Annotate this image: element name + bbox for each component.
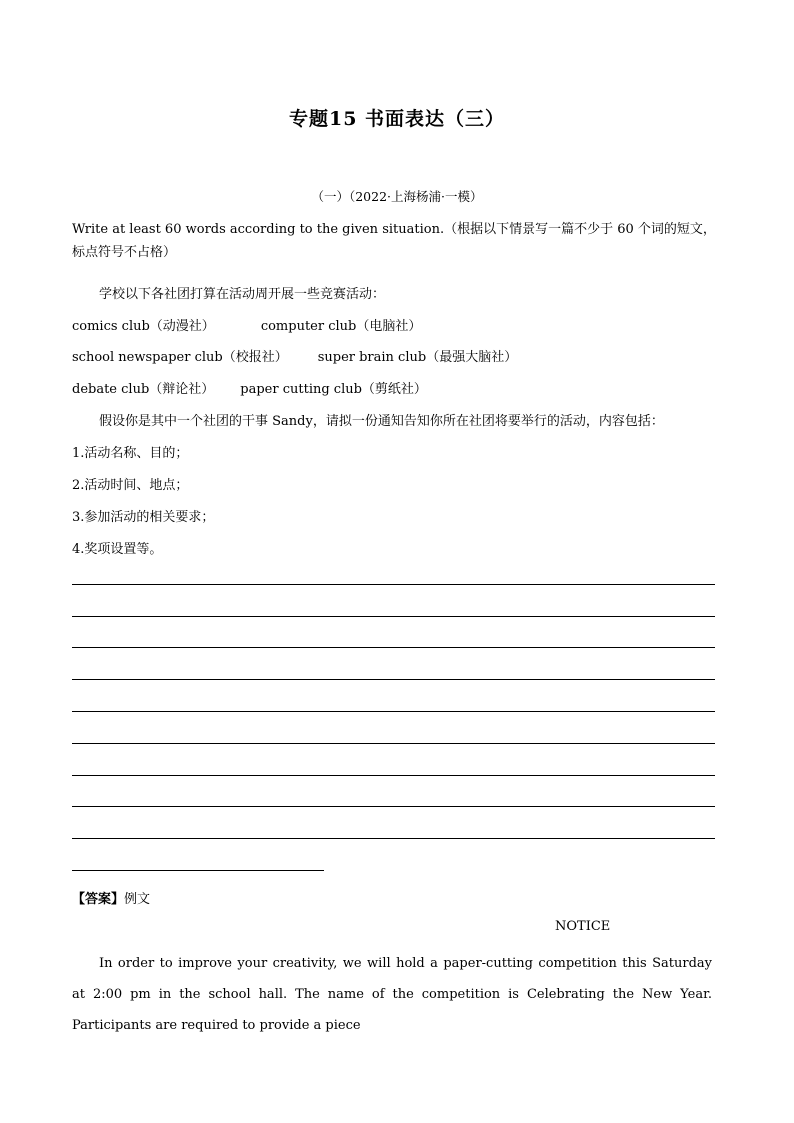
club-row-3 xyxy=(72,378,427,397)
answer-suffix: 例文 xyxy=(124,892,151,907)
club-item: comics club（动漫社） xyxy=(72,319,215,334)
separator-line xyxy=(72,870,324,871)
requirement-item: 3.参加活动的相关要求； xyxy=(72,510,215,525)
requirement-item: 4.奖项设置等。 xyxy=(72,542,163,557)
notice-title: NOTICE xyxy=(555,919,611,934)
writing-line xyxy=(72,711,715,712)
answer-label: 【答案】 xyxy=(72,892,125,907)
club-row-1 xyxy=(72,315,421,334)
writing-line xyxy=(72,743,715,744)
writing-line xyxy=(72,584,715,585)
writing-line xyxy=(72,679,715,680)
club-item: school newspaper club（校报社） xyxy=(72,350,288,365)
writing-line xyxy=(72,647,715,648)
requirement-item: 1.活动名称、目的； xyxy=(72,446,189,461)
task-text: 假设你是其中一个社团的干事 Sandy，请拟一份通知告知你所在社团将要举行的活动，内容包括： xyxy=(99,414,664,429)
answer-heading xyxy=(72,888,150,907)
writing-line xyxy=(72,838,715,839)
club-item: debate club（辩论社） xyxy=(72,382,215,397)
club-row-2 xyxy=(72,346,517,365)
question-source: （一）（2022·上海杨浦·一模） xyxy=(311,189,483,204)
requirement-item: 2.活动时间、地点； xyxy=(72,478,189,493)
context-text: 学校以下各社团打算在活动周开展一些竞赛活动： xyxy=(99,287,386,302)
writing-line xyxy=(72,616,715,617)
club-item: paper cutting club（剪纸社） xyxy=(240,382,427,397)
writing-line xyxy=(72,775,715,776)
club-item: computer club（电脑社） xyxy=(260,319,422,334)
answer-paragraph: In order to improve your creativity, we will hold a paper-cutting competition this Saturday at 2:00 pm in the school hall. The name of the competition is Celebrating the New Year. Participants are required to provide a piece xyxy=(72,956,712,1033)
instruction-text: Write at least 60 words according to the given situation.（根据以下情景写一篇不少于 60 个词的短文，标点符号不占格） xyxy=(72,222,716,260)
writing-line xyxy=(72,806,715,807)
club-item: super brain club（最强大脑社） xyxy=(317,350,518,365)
page-title: 专题15 书面表达（三） xyxy=(288,108,506,130)
